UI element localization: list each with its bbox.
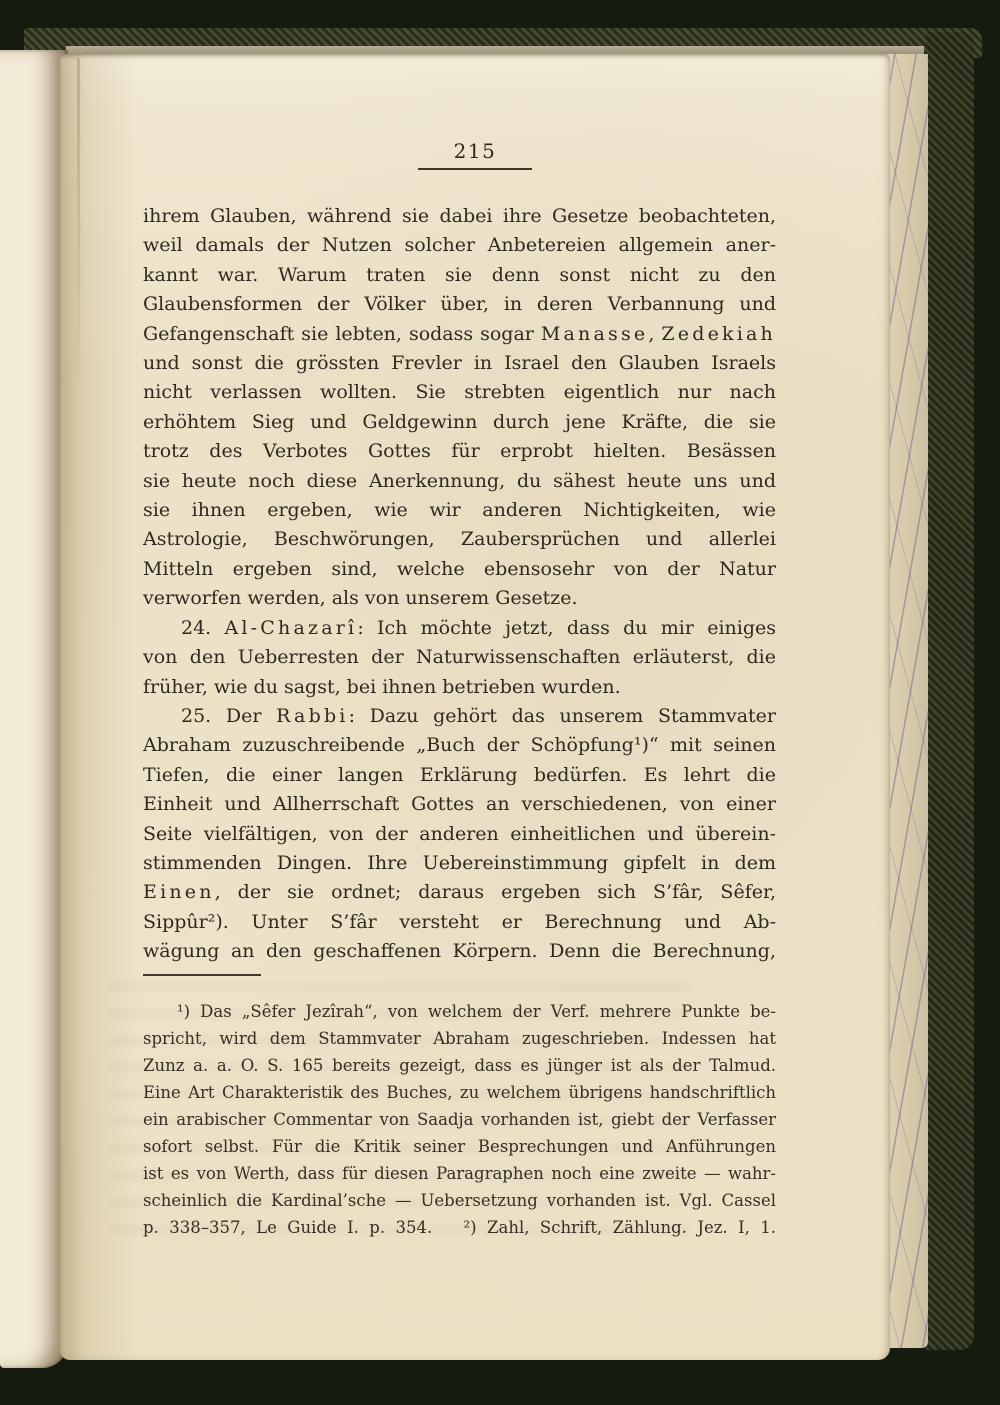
text-line: und sonst die grössten Frevler in Israel den Glauben Israels <box>143 352 776 375</box>
text-line: erhöhtem Sieg und Geldgewinn durch jene Kräfte, die sie <box>143 410 776 433</box>
footnote-line: spricht, wird dem Stammvater Abraham zugeschrieben. Indessen hat <box>143 1029 776 1048</box>
text-line: Glaubensformen der Völker über, in deren Verbannung und <box>143 293 776 316</box>
text-line: von den Ueberresten der Naturwissenschaften erläuterst, die <box>143 646 776 669</box>
main-text <box>143 202 776 967</box>
letterspaced-name: Einen <box>143 881 215 904</box>
page-number: 215 <box>418 140 533 170</box>
text-line: kannt war. Warum traten sie denn sonst nicht zu den <box>143 263 776 286</box>
text-segment: , <box>648 322 662 345</box>
text-segment: 25. Der <box>181 704 277 727</box>
text-line: sie heute noch diese Anerkennung, du sähest heute uns und <box>143 469 776 492</box>
text-line: trotz des Verbotes Gottes für erprobt hielten. Besässen <box>143 440 776 463</box>
footnote <box>143 998 776 1241</box>
footnote-line: Zunz a. a. O. S. 165 bereits gezeigt, dass es jünger ist als der Talmud. <box>143 1056 776 1075</box>
footnote-line: Eine Art Charakteristik des Buches, zu welchem übrigens handschriftlich <box>143 1083 776 1102</box>
text-line: Tiefen, die einer langen Erklärung bedürfen. Es lehrt die <box>143 763 776 786</box>
text-line <box>143 614 776 643</box>
footnote-line: ein arabischer Commentar von Saadja vorhanden ist, giebt der Verfasser <box>143 1110 776 1129</box>
book-page <box>60 54 890 1360</box>
text-line: Sippûr²). Unter S’fâr versteht er Berechnung und Ab- <box>143 910 776 933</box>
page-header <box>60 140 890 170</box>
text-line: früher, wie du sagst, bei ihnen betrieben wurden. <box>143 675 621 698</box>
footnote-separator <box>143 974 261 976</box>
letterspaced-name: Manasse <box>540 322 649 345</box>
text-line <box>143 702 776 731</box>
footnote-line: p. 338–357, Le Guide I. p. 354. ²) Zahl, Schrift, Zählung. Jez. I, 1. <box>143 1218 776 1237</box>
text-line: weil damals der Nutzen solcher Anbetereien allgemein aner- <box>143 234 776 257</box>
footnote-line: ist es von Werth, dass für diesen Paragraphen noch eine zweite — wahr- <box>143 1164 776 1183</box>
text-line: verworfen werden, als von unserem Gesetze. <box>143 587 578 610</box>
text-segment: : Ich möchte jetzt, dass du mir einiges <box>357 616 776 639</box>
text-segment: 24. <box>181 616 225 639</box>
text-line: Mitteln ergeben sind, welche ebensosehr von der Natur <box>143 557 776 580</box>
footnote-line: sofort selbst. Für die Kritik seiner Besprechungen und Anführungen <box>143 1137 776 1156</box>
text-line <box>143 320 776 349</box>
footnote-line: ¹) Das „Sêfer Jezîrah“, von welchem der Verf. mehrere Punkte be- <box>177 1002 776 1021</box>
letterspaced-name: Zedekiah <box>661 322 776 345</box>
text-segment: Gefangenschaft sie lebten, sodass sogar <box>143 322 541 345</box>
text-line: nicht verlassen wollten. Sie strebten eigentlich nur nach <box>143 381 776 404</box>
text-line: sie ihnen ergeben, wie wir anderen Nichtigkeiten, wie <box>143 499 776 522</box>
text-line: Seite vielfältigen, von der anderen einheitlichen und überein- <box>143 822 776 845</box>
text-segment: , der sie ordnet; daraus ergeben sich S’fâr, Sêfer, <box>214 881 776 904</box>
fore-edge-marbled <box>886 54 928 1348</box>
footnote-line: scheinlich die Kardinal’sche — Uebersetzung vorhanden ist. Vgl. Cassel <box>143 1191 776 1210</box>
text-line: wägung an den geschaffenen Körpern. Denn die Berechnung, <box>143 940 776 963</box>
text-line: Astrologie, Beschwörungen, Zaubersprüchen und allerlei <box>143 528 776 551</box>
text-line <box>143 878 776 907</box>
text-segment: : Dazu gehört das unserem Stammvater <box>348 704 777 727</box>
cloth-turn-in-right <box>926 32 974 1350</box>
text-line: stimmenden Dingen. Ihre Uebereinstimmung gipfelt in dem <box>143 851 776 874</box>
letterspaced-name: Rabbi <box>276 704 349 727</box>
text-line: Abraham zuzuschreibende „Buch der Schöpfung¹)“ mit seinen <box>143 734 776 757</box>
text-line: ihrem Glauben, während sie dabei ihre Gesetze beobachteten, <box>143 205 776 227</box>
letterspaced-name: Al-Chazarî <box>224 616 358 639</box>
facing-page-edge <box>0 50 68 1368</box>
text-line: Einheit und Allherrschaft Gottes an verschiedenen, von einer <box>143 793 776 816</box>
